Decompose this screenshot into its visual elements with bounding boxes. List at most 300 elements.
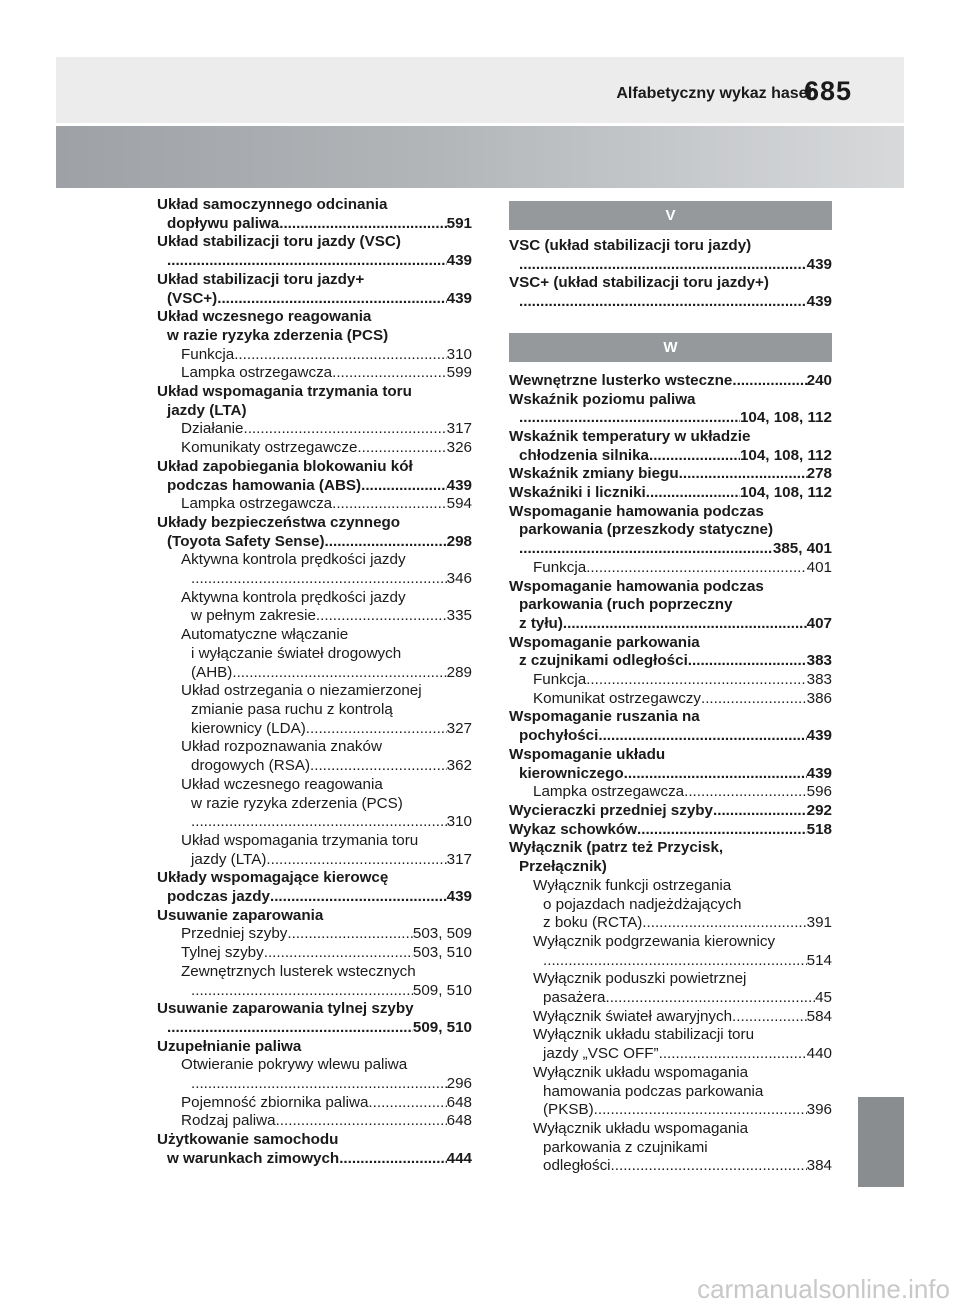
index-subentry xyxy=(509,690,832,709)
page-reference: 278 xyxy=(806,465,832,483)
entry-text: Usuwanie zaparowania tylnej szyby xyxy=(157,1000,414,1018)
entry-text: Przełącznik) xyxy=(519,858,607,876)
entry-line-with-page xyxy=(509,952,832,971)
dot-leader xyxy=(701,690,807,709)
dot-leader xyxy=(167,1019,413,1038)
entry-text: z boku (RCTA) xyxy=(543,914,643,932)
index-subentry xyxy=(157,963,472,1000)
index-subentry xyxy=(509,1008,832,1027)
page-reference: 292 xyxy=(806,801,832,819)
dot-leader xyxy=(217,290,446,309)
entry-text: Funkcja xyxy=(181,345,235,363)
entry-text: pochyłości xyxy=(519,727,599,745)
dot-leader xyxy=(339,1150,446,1169)
page-reference: 648 xyxy=(446,1093,472,1111)
dot-leader xyxy=(310,757,447,776)
entry-text: Lampka ostrzegawcza xyxy=(181,495,333,513)
entry-line-with-page xyxy=(157,888,472,907)
entry-text: Zewnętrznych lusterek wstecznych xyxy=(181,962,416,980)
index-subentry xyxy=(509,1026,832,1063)
entry-text: Układ stabilizacji toru jazdy+ xyxy=(157,270,365,288)
page-reference: 45 xyxy=(815,989,832,1007)
entry-text: Wyłącznik poduszki powietrznej xyxy=(533,970,747,988)
entry-line-with-page xyxy=(157,346,472,365)
entry-line-with-page xyxy=(157,439,472,458)
page-reference: 648 xyxy=(446,1112,472,1130)
entry-text: Wspomaganie hamowania podczas xyxy=(509,577,764,595)
index-entry xyxy=(157,514,472,551)
page-reference: 407 xyxy=(806,614,832,632)
index-entry xyxy=(509,746,832,783)
dot-leader xyxy=(642,914,806,933)
dot-leader xyxy=(598,727,806,746)
entry-text: Pojemność zbiornika paliwa xyxy=(181,1093,369,1111)
index-subentry xyxy=(157,944,472,963)
entry-line-with-page xyxy=(157,1150,472,1169)
index-entry xyxy=(157,196,472,233)
entry-text: VSC+ (układ stabilizacji toru jazdy+) xyxy=(509,274,769,292)
page-reference: 335 xyxy=(446,607,472,625)
header-title: Alfabetyczny wykaz haseł xyxy=(616,85,812,102)
entry-line-with-page xyxy=(157,215,472,234)
page-reference: 289 xyxy=(446,663,472,681)
entry-text: w warunkach zimowych xyxy=(167,1149,340,1167)
page-reference: 391 xyxy=(806,914,832,932)
entry-line-with-page xyxy=(509,1008,832,1027)
dot-leader xyxy=(543,952,807,971)
dot-leader xyxy=(659,1045,807,1064)
entry-text: Wskaźnik temperatury w układzie xyxy=(509,427,751,445)
entry-text: Układ stabilizacji toru jazdy (VSC) xyxy=(157,233,401,251)
dot-leader xyxy=(519,293,807,312)
entry-text: Automatyczne włączanie xyxy=(181,626,349,644)
page-reference: 104, 108, 112 xyxy=(739,484,832,502)
index-entry xyxy=(157,458,472,495)
page-reference: 439 xyxy=(806,764,832,782)
dot-leader xyxy=(279,215,446,234)
index-subentry xyxy=(509,783,832,802)
entry-text: (Toyota Safety Sense) xyxy=(167,532,325,550)
index-entry xyxy=(157,1131,472,1168)
index-subentry xyxy=(157,626,472,682)
entry-text: Układ wczesnego reagowania xyxy=(181,775,383,793)
dot-leader xyxy=(361,477,447,496)
index-entry xyxy=(509,428,832,465)
dot-leader xyxy=(191,1075,447,1094)
entry-line-with-page xyxy=(157,720,472,739)
index-entry xyxy=(509,503,832,559)
entry-text: drogowych (RSA) xyxy=(191,757,311,775)
entry-text: jazdy (LTA) xyxy=(191,850,267,868)
index-entry xyxy=(509,391,832,428)
entry-line-with-page xyxy=(157,813,472,832)
index-entry xyxy=(509,237,832,274)
entry-text: z tyłu) xyxy=(519,614,563,632)
page-reference: 439 xyxy=(806,255,832,273)
entry-text: (PKSB) xyxy=(543,1101,594,1119)
entry-line-with-page xyxy=(509,690,832,709)
dot-leader xyxy=(243,420,446,439)
dot-leader xyxy=(646,484,740,503)
dot-leader xyxy=(368,1094,446,1113)
entry-text: o pojazdach nadjeżdżających xyxy=(543,895,742,913)
dot-leader xyxy=(332,495,447,514)
page-reference: 584 xyxy=(806,1007,832,1025)
entry-line-with-page xyxy=(509,821,832,840)
entry-text: Aktywna kontrola prędkości jazdy xyxy=(181,551,406,569)
entry-text: Otwieranie pokrywy wlewu paliwa xyxy=(181,1056,408,1074)
page-reference: 385, 401 xyxy=(772,540,832,558)
entry-text: hamowania podczas parkowania xyxy=(543,1082,764,1100)
dot-leader xyxy=(586,671,806,690)
dot-leader xyxy=(594,1101,807,1120)
dot-leader xyxy=(167,252,447,271)
page-reference: 384 xyxy=(806,1157,832,1175)
entry-text: Wskaźnik poziomu paliwa xyxy=(509,390,696,408)
entry-line-with-page xyxy=(509,1045,832,1064)
dot-leader xyxy=(325,533,447,552)
entry-text: chłodzenia silnika xyxy=(519,446,649,464)
entry-line-with-page xyxy=(157,1112,472,1131)
entry-text: Wskaźnik zmiany biegu xyxy=(509,465,679,483)
entry-line-with-page xyxy=(509,652,832,671)
entry-text: Przedniej szyby xyxy=(181,925,288,943)
entry-text: Układ wspomagania trzymania toru xyxy=(157,383,412,401)
dot-leader xyxy=(191,813,447,832)
entry-line-with-page xyxy=(509,802,832,821)
entry-line-with-page xyxy=(157,607,472,626)
entry-text: Lampka ostrzegawcza xyxy=(533,783,685,801)
entry-text: Układ ostrzegania o niezamierzonej xyxy=(181,682,422,700)
entry-line-with-page xyxy=(157,944,472,963)
entry-line-with-page xyxy=(157,1094,472,1113)
index-subentry xyxy=(157,364,472,383)
index-subentry xyxy=(157,1112,472,1131)
dot-leader xyxy=(732,1008,807,1027)
index-column-right xyxy=(509,196,832,1176)
index-entry xyxy=(509,465,832,484)
entry-line-with-page xyxy=(509,671,832,690)
section-header-w: W xyxy=(509,333,832,362)
dot-leader xyxy=(316,607,447,626)
entry-line-with-page xyxy=(509,409,832,428)
entry-text: jazdy (LTA) xyxy=(167,401,247,419)
entry-text: Układ rozpoznawania znaków xyxy=(181,738,382,756)
index-entry xyxy=(509,578,832,634)
index-subentry xyxy=(509,933,832,970)
dot-leader xyxy=(679,465,807,484)
entry-text: Funkcja xyxy=(533,671,587,689)
entry-text: kierowniczego xyxy=(519,764,624,782)
entry-text: Wspomaganie hamowania podczas xyxy=(509,502,764,520)
dot-leader xyxy=(191,570,447,589)
entry-text: zmianie pasa ruchu z kontrolą xyxy=(191,700,393,718)
index-subentry xyxy=(157,776,472,832)
entry-line-with-page xyxy=(157,495,472,514)
page-reference: 599 xyxy=(446,364,472,382)
dot-leader xyxy=(684,783,807,802)
entry-line-with-page xyxy=(157,1019,472,1038)
page-reference: 503, 510 xyxy=(412,944,472,962)
entry-text: Wyłącznik świateł awaryjnych xyxy=(533,1007,733,1025)
entry-text: Wykaz schowków xyxy=(509,820,638,838)
dot-leader xyxy=(306,720,447,739)
page-reference: 383 xyxy=(806,652,832,670)
entry-text: parkowania z czujnikami xyxy=(543,1138,708,1156)
entry-text: Uzupełnianie paliwa xyxy=(157,1037,302,1055)
entry-line-with-page xyxy=(509,559,832,578)
page-reference: 439 xyxy=(806,293,832,311)
page-reference: 503, 509 xyxy=(412,925,472,943)
dot-leader xyxy=(519,409,740,428)
dot-leader xyxy=(264,944,413,963)
index-subentry xyxy=(509,671,832,690)
entry-line-with-page xyxy=(157,420,472,439)
index-entry xyxy=(509,484,832,503)
page-reference: 298 xyxy=(446,532,472,550)
entry-text: Działanie xyxy=(181,420,244,438)
page-reference: 383 xyxy=(806,671,832,689)
entry-line-with-page xyxy=(157,570,472,589)
dot-leader xyxy=(586,559,806,578)
entry-text: Wyłącznik układu wspomagania xyxy=(533,1063,749,1081)
page-reference: 296 xyxy=(446,1075,472,1093)
entry-line-with-page xyxy=(509,465,832,484)
page-number: 685 xyxy=(803,76,852,106)
entry-line-with-page xyxy=(157,1075,472,1094)
dot-leader xyxy=(234,346,446,365)
entry-text: Układ wspomagania trzymania toru xyxy=(181,831,419,849)
entry-text: Funkcja xyxy=(533,558,587,576)
index-entry xyxy=(157,907,472,926)
page-reference: 514 xyxy=(806,951,832,969)
entry-text: Układ samoczynnego odcinania xyxy=(157,196,388,213)
entry-text: Wewnętrzne lusterko wsteczne xyxy=(509,371,733,389)
index-entry xyxy=(509,634,832,671)
dot-leader xyxy=(519,256,807,275)
dot-leader xyxy=(357,439,446,458)
page-reference: 362 xyxy=(446,757,472,775)
entry-text: podczas jazdy xyxy=(167,888,270,906)
index-entry xyxy=(157,271,472,308)
page-reference: 440 xyxy=(806,1045,832,1063)
section-header-v: V xyxy=(509,201,832,230)
entry-text: Układ wczesnego reagowania xyxy=(157,308,372,326)
index-column-left xyxy=(157,196,472,1169)
dot-leader xyxy=(266,851,446,870)
index-entry xyxy=(509,802,832,821)
entry-text: dopływu paliwa xyxy=(167,214,280,232)
page-reference: 439 xyxy=(446,252,472,270)
index-subentry xyxy=(509,877,832,933)
page-reference: 439 xyxy=(446,289,472,307)
entry-line-with-page xyxy=(509,989,832,1008)
entry-line-with-page xyxy=(157,664,472,683)
entry-line-with-page xyxy=(157,925,472,944)
page-reference: 310 xyxy=(446,813,472,831)
entry-text: kierownicy (LDA) xyxy=(191,719,306,737)
page-reference: 444 xyxy=(446,1149,472,1167)
page-reference: 594 xyxy=(446,495,472,513)
entry-text: w razie ryzyka zderzenia (PCS) xyxy=(167,326,389,344)
index-entry xyxy=(157,869,472,906)
entry-text: Rodzaj paliwa xyxy=(181,1112,276,1130)
entry-text: Wspomaganie ruszania na xyxy=(509,708,700,726)
entry-line-with-page xyxy=(157,982,472,1001)
entry-text: podczas hamowania (ABS) xyxy=(167,476,362,494)
entry-text: parkowania (przeszkody statyczne) xyxy=(519,521,774,539)
entry-text: Wyłącznik układu wspomagania xyxy=(533,1119,749,1137)
index-subentry xyxy=(509,1064,832,1120)
index-entry xyxy=(509,274,832,311)
index-subentry xyxy=(157,346,472,365)
page-reference: 326 xyxy=(446,439,472,457)
entry-line-with-page xyxy=(509,484,832,503)
page-reference: 509, 510 xyxy=(412,981,472,999)
entry-text: w pełnym zakresie xyxy=(191,607,316,625)
entry-text: Wyłącznik układu stabilizacji toru xyxy=(533,1026,755,1044)
dot-leader xyxy=(270,888,447,907)
index-subentry xyxy=(157,925,472,944)
entry-text: pasażera xyxy=(543,989,606,1007)
entry-text: Wspomaganie układu xyxy=(509,745,666,763)
entry-line-with-page xyxy=(509,293,832,312)
index-subentry xyxy=(157,682,472,738)
index-subentry xyxy=(157,832,472,869)
dot-leader xyxy=(649,447,740,466)
entry-text: Wyłącznik (patrz też Przycisk, xyxy=(509,839,724,857)
entry-text: jazdy „VSC OFF” xyxy=(543,1045,659,1063)
entry-line-with-page xyxy=(509,615,832,634)
entry-text: Użytkowanie samochodu xyxy=(157,1131,339,1149)
entry-line-with-page xyxy=(509,727,832,746)
dot-leader xyxy=(287,925,413,944)
index-subentry xyxy=(509,970,832,1007)
dot-leader xyxy=(624,765,807,784)
entry-text: Komunikaty ostrzegawcze xyxy=(181,439,358,457)
page-reference: 104, 108, 112 xyxy=(739,446,832,464)
dot-leader xyxy=(519,540,773,559)
index-subentry xyxy=(157,1056,472,1093)
index-subentry xyxy=(157,738,472,775)
entry-line-with-page xyxy=(509,914,832,933)
page-reference: 317 xyxy=(446,420,472,438)
entry-text: Usuwanie zaparowania xyxy=(157,906,324,924)
page-reference: 240 xyxy=(806,371,832,389)
entry-text: Wycieraczki przedniej szyby xyxy=(509,801,714,819)
dot-leader xyxy=(276,1112,447,1131)
chapter-band xyxy=(56,126,904,188)
entry-line-with-page xyxy=(509,447,832,466)
dot-leader xyxy=(732,372,806,391)
dot-leader xyxy=(637,821,807,840)
entry-line-with-page xyxy=(509,1157,832,1176)
index-subentry xyxy=(157,439,472,458)
entry-text: Wyłącznik podgrzewania kierownicy xyxy=(533,932,776,950)
watermark: carmanualsonline.info xyxy=(697,1274,950,1304)
page-reference: 401 xyxy=(806,558,832,576)
entry-text: Komunikat ostrzegawczy xyxy=(533,689,701,707)
page-reference: 439 xyxy=(446,888,472,906)
page-reference: 509, 510 xyxy=(412,1018,472,1036)
page-reference: 104, 108, 112 xyxy=(739,409,832,427)
entry-text: (VSC+) xyxy=(167,289,218,307)
entry-text: Układy bezpieczeństwa czynnego xyxy=(157,513,401,531)
entry-line-with-page xyxy=(509,540,832,559)
entry-line-with-page xyxy=(157,477,472,496)
entry-line-with-page xyxy=(157,533,472,552)
entry-line-with-page xyxy=(157,252,472,271)
dot-leader xyxy=(713,802,807,821)
index-entry xyxy=(157,308,472,345)
entry-line-with-page xyxy=(509,1101,832,1120)
entry-text: Układy wspomagające kierowcę xyxy=(157,869,389,887)
entry-line-with-page xyxy=(157,364,472,383)
dot-leader xyxy=(611,1157,807,1176)
dot-leader xyxy=(563,615,807,634)
page-reference: 439 xyxy=(806,727,832,745)
entry-line-with-page xyxy=(509,765,832,784)
dot-leader xyxy=(191,982,413,1001)
index-entry xyxy=(509,821,832,840)
page-reference: 327 xyxy=(446,719,472,737)
dot-leader xyxy=(332,364,447,383)
entry-text: w razie ryzyka zderzenia (PCS) xyxy=(191,794,403,812)
index-entry xyxy=(157,1000,472,1037)
page-reference: 386 xyxy=(806,689,832,707)
dot-leader xyxy=(688,652,807,671)
page-reference: 591 xyxy=(446,214,472,232)
entry-line-with-page xyxy=(157,851,472,870)
page-reference: 310 xyxy=(446,345,472,363)
dot-leader xyxy=(232,664,446,683)
index-entry xyxy=(509,839,832,876)
entry-line-with-page xyxy=(509,783,832,802)
entry-line-with-page xyxy=(509,372,832,391)
index-entry xyxy=(157,1038,472,1057)
entry-text: parkowania (ruch poprzeczny xyxy=(519,596,733,614)
entry-text: (AHB) xyxy=(191,663,233,681)
chapter-tab xyxy=(858,1097,904,1187)
entry-line-with-page xyxy=(509,256,832,275)
page-reference: 346 xyxy=(446,570,472,588)
index-subentry xyxy=(157,1094,472,1113)
entry-text: Wspomaganie parkowania xyxy=(509,633,700,651)
index-entry xyxy=(509,708,832,745)
page-reference: 439 xyxy=(446,476,472,494)
entry-text: odległości xyxy=(543,1157,611,1175)
entry-text: Układ zapobiegania blokowaniu kół xyxy=(157,457,413,475)
index-subentry xyxy=(509,559,832,578)
entry-line-with-page xyxy=(157,290,472,309)
index-entry xyxy=(157,233,472,270)
entry-text: Wskaźniki i liczniki xyxy=(509,484,646,502)
entry-text: Wyłącznik funkcji ostrzegania xyxy=(533,876,732,894)
page-reference: 396 xyxy=(806,1101,832,1119)
index-entry xyxy=(157,383,472,420)
page-reference: 518 xyxy=(806,820,832,838)
page-reference: 596 xyxy=(806,783,832,801)
index-subentry xyxy=(157,589,472,626)
entry-text: VSC (układ stabilizacji toru jazdy) xyxy=(509,237,752,254)
index-subentry xyxy=(157,420,472,439)
entry-text: Tylnej szyby xyxy=(181,944,264,962)
entry-text: i wyłączanie świateł drogowych xyxy=(191,644,402,662)
index-subentry xyxy=(157,551,472,588)
index-subentry xyxy=(509,1120,832,1176)
entry-text: Aktywna kontrola prędkości jazdy xyxy=(181,588,406,606)
dot-leader xyxy=(605,989,815,1008)
